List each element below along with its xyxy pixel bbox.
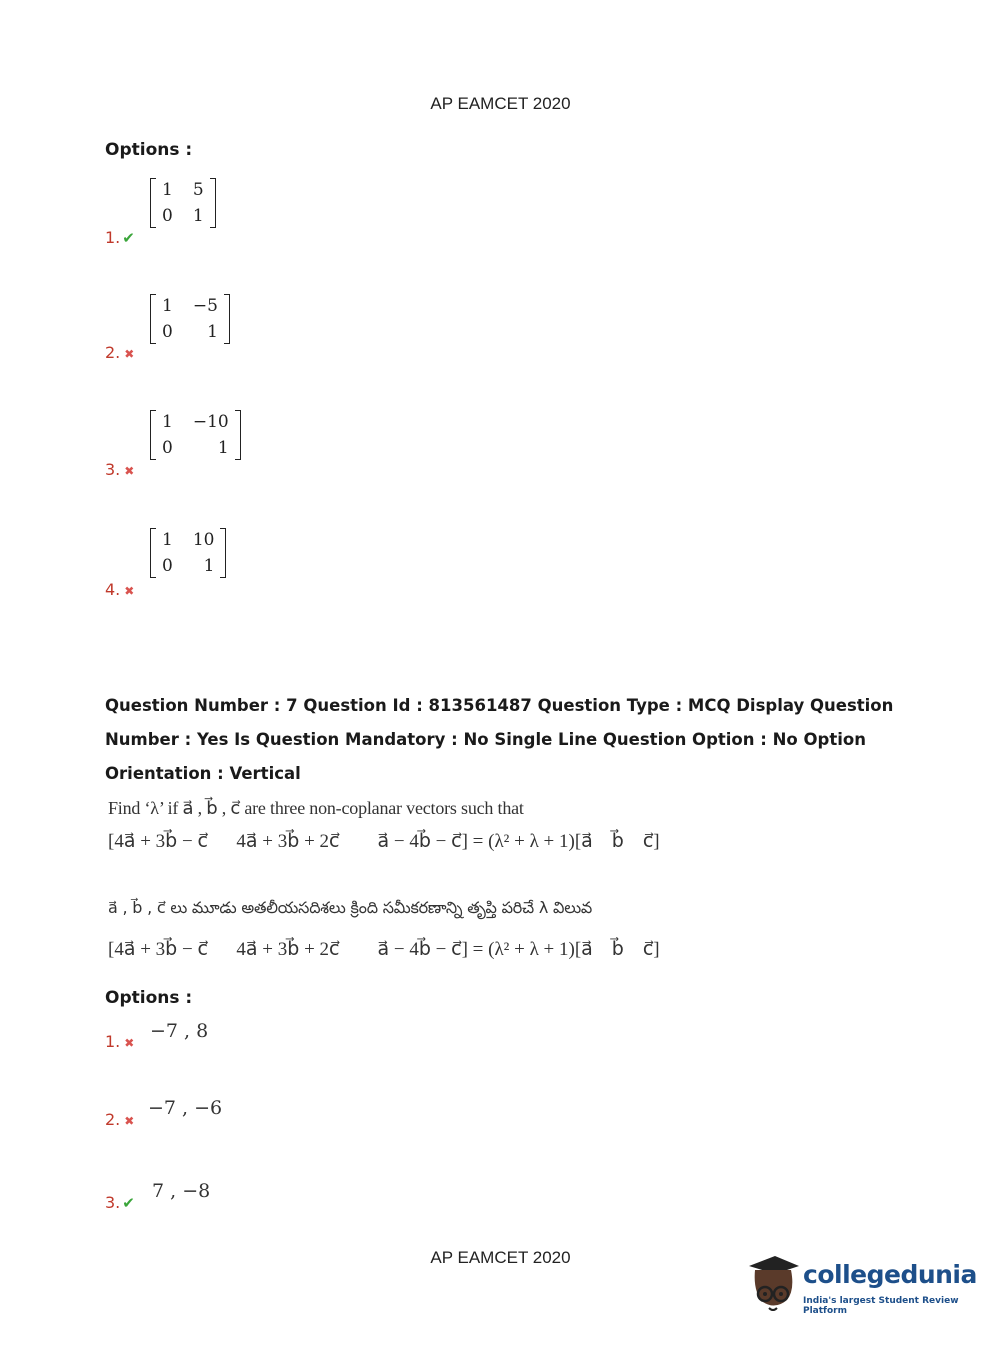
option-4-number: 4. ✖ (105, 580, 135, 599)
option-3-number: 3. ✖ (105, 460, 135, 479)
collegedunia-logo (745, 1252, 977, 1318)
answer-3-value: 7 , −8 (152, 1180, 211, 1202)
option-4-matrix: 1 10 0 1 (150, 528, 226, 578)
question-equation-telugu: [4a⃗ + 3b⃗ − c⃗ 4a⃗ + 3b⃗ + 2c⃗ a⃗ − 4b⃗ − c⃗] = (λ² + λ + 1)[a⃗ b⃗ c⃗] (108, 939, 660, 960)
check-icon: ✔ (122, 229, 135, 247)
answer-2-number: 2. ✖ (105, 1110, 135, 1129)
options-heading: Options : (105, 140, 193, 160)
logo-tagline: India's largest Student Review Platform (803, 1296, 959, 1316)
option-3-matrix: 1 −10 0 1 (150, 410, 241, 460)
cross-icon: ✖ (124, 464, 135, 478)
cross-icon: ✖ (124, 584, 135, 598)
option-1-matrix: 1 5 0 1 (150, 178, 216, 228)
option-2-matrix: 1 −5 0 1 (150, 294, 230, 344)
logo-wordmark: collegedunia (803, 1260, 977, 1289)
question-text-english: Find ‘λ’ if a⃗ , b⃗ , c⃗ are three non-coplanar vectors such that (108, 798, 524, 818)
answer-1-value: −7 , 8 (150, 1020, 209, 1042)
question-text-telugu: a⃗ , b⃗ , c⃗ లు మూడు అతలీయసదిశలు క్రింది సమీకరణాన్ని తృప్తి పరిచే λ విలువ (108, 898, 593, 917)
question-equation-english: [4a⃗ + 3b⃗ − c⃗ 4a⃗ + 3b⃗ + 2c⃗ a⃗ − 4b⃗ − c⃗] = (λ² + λ + 1)[a⃗ b⃗ c⃗] (108, 831, 660, 852)
page-header: AP EAMCET 2020 (430, 94, 571, 113)
cross-icon: ✖ (124, 1036, 135, 1050)
options-heading-2: Options : (105, 988, 193, 1008)
answer-1-number: 1. ✖ (105, 1032, 135, 1051)
check-icon: ✔ (122, 1194, 135, 1212)
question-meta: Question Number : 7 Question Id : 813561487 Question Type : MCQ Display Question Number : Yes Is Question Mandatory : No Single Line Question Option : No Option Orientation : Vertical (105, 696, 894, 783)
page-footer: AP EAMCET 2020 (430, 1248, 571, 1267)
option-2-number: 2. ✖ (105, 343, 135, 362)
cross-icon: ✖ (124, 347, 135, 361)
mascot-icon (745, 1252, 801, 1318)
answer-3-number: 3. ✔ (105, 1193, 135, 1212)
option-1-number: 1. ✔ (105, 228, 135, 247)
answer-2-value: −7 , −6 (148, 1097, 223, 1119)
cross-icon: ✖ (124, 1114, 135, 1128)
